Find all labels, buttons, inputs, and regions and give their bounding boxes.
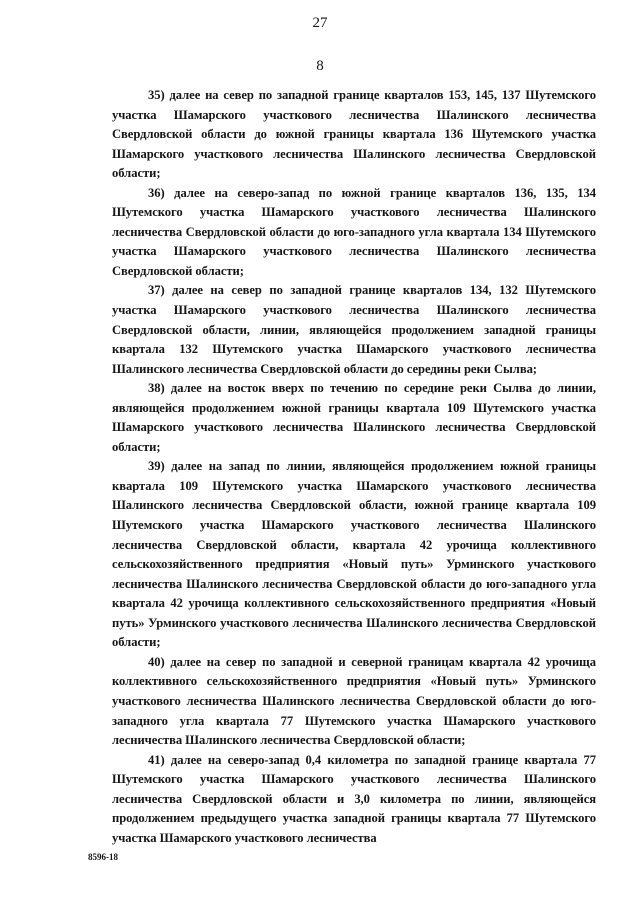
document-code: 8596-18 — [88, 852, 118, 862]
document-body — [112, 86, 596, 848]
paragraph-35: 35) далее на север по западной границе кварталов 153, 145, 137 Шутемского участка Шамарского участкового лесничества Шалинского лесничества Свердловской области до южной границы квартала 136 Шутемского участка Шамарского участкового лесничества Шалинского лесничества Свердловской области; — [112, 88, 596, 181]
page-number: 27 — [312, 15, 328, 31]
paragraph-40: 40) далее на север по западной и северной границам квартала 42 урочища коллективного сельскохозяйственного предприятия «Новый путь» Урминского участкового лесничества Шалинского лесничества Свердловской области до юго-западного угла квартала 77 Шутемского участка Шамарского участкового лесничества Шалинского лесничества Свердловской области; — [112, 654, 596, 748]
section-page-number: 8 — [316, 58, 324, 74]
paragraph-41: 41) далее на северо-запад 0,4 километра по западной границе квартала 77 Шутемского участка Шамарского участкового лесничества Шалинского лесничества Свердловской области и 3,0 километра по линии, являющейся продолжением предыдущего участка западной границы квартала 77 Шутемского участка Шамарского участкового лесничества — [112, 752, 596, 845]
paragraph-39: 39) далее на запад по линии, являющейся продолжением южной границы квартала 109 Шутемского участка Шамарского участкового лесничества Шалинского лесничества Свердловской области, южной границе квартала 109 Шутемского участка Шамарского участкового лесничества Шалинского лесничества Свердловской области, квартала 42 урочища коллективного сельскохозяйственного предприятия «Новый путь» Урминского участкового лесничества Шалинского лесничества Свердловской области до юго-западного угла квартала 42 урочища коллективного сельскохозяйственного предприятия «Новый путь» Урминского участкового лесничества Шалинского лесничества Свердловской области; — [112, 459, 596, 650]
paragraph-37: 37) далее на север по западной границе кварталов 134, 132 Шутемского участка Шамарского участкового лесничества Шалинского лесничества Свердловской области, линии, являющейся продолжением западной границы квартала 132 Шутемского участка Шамарского участкового лесничества Шалинского лесничества Свердловской области до середины реки Сылва; — [112, 283, 596, 376]
paragraph-38: 38) далее на восток вверх по течению по середине реки Сылва до линии, являющейся продолжением южной границы квартала 109 Шутемского участка Шамарского участкового лесничества Шалинского лесничества Свердловской области; — [112, 381, 596, 454]
paragraph-36: 36) далее на северо-запад по южной границе кварталов 136, 135, 134 Шутемского участка Шамарского участкового лесничества Шалинского лесничества Свердловской области до юго-западного угла квартала 134 Шутемского участка Шамарского участкового лесничества Шалинского лесничества Свердловской области; — [112, 185, 596, 278]
